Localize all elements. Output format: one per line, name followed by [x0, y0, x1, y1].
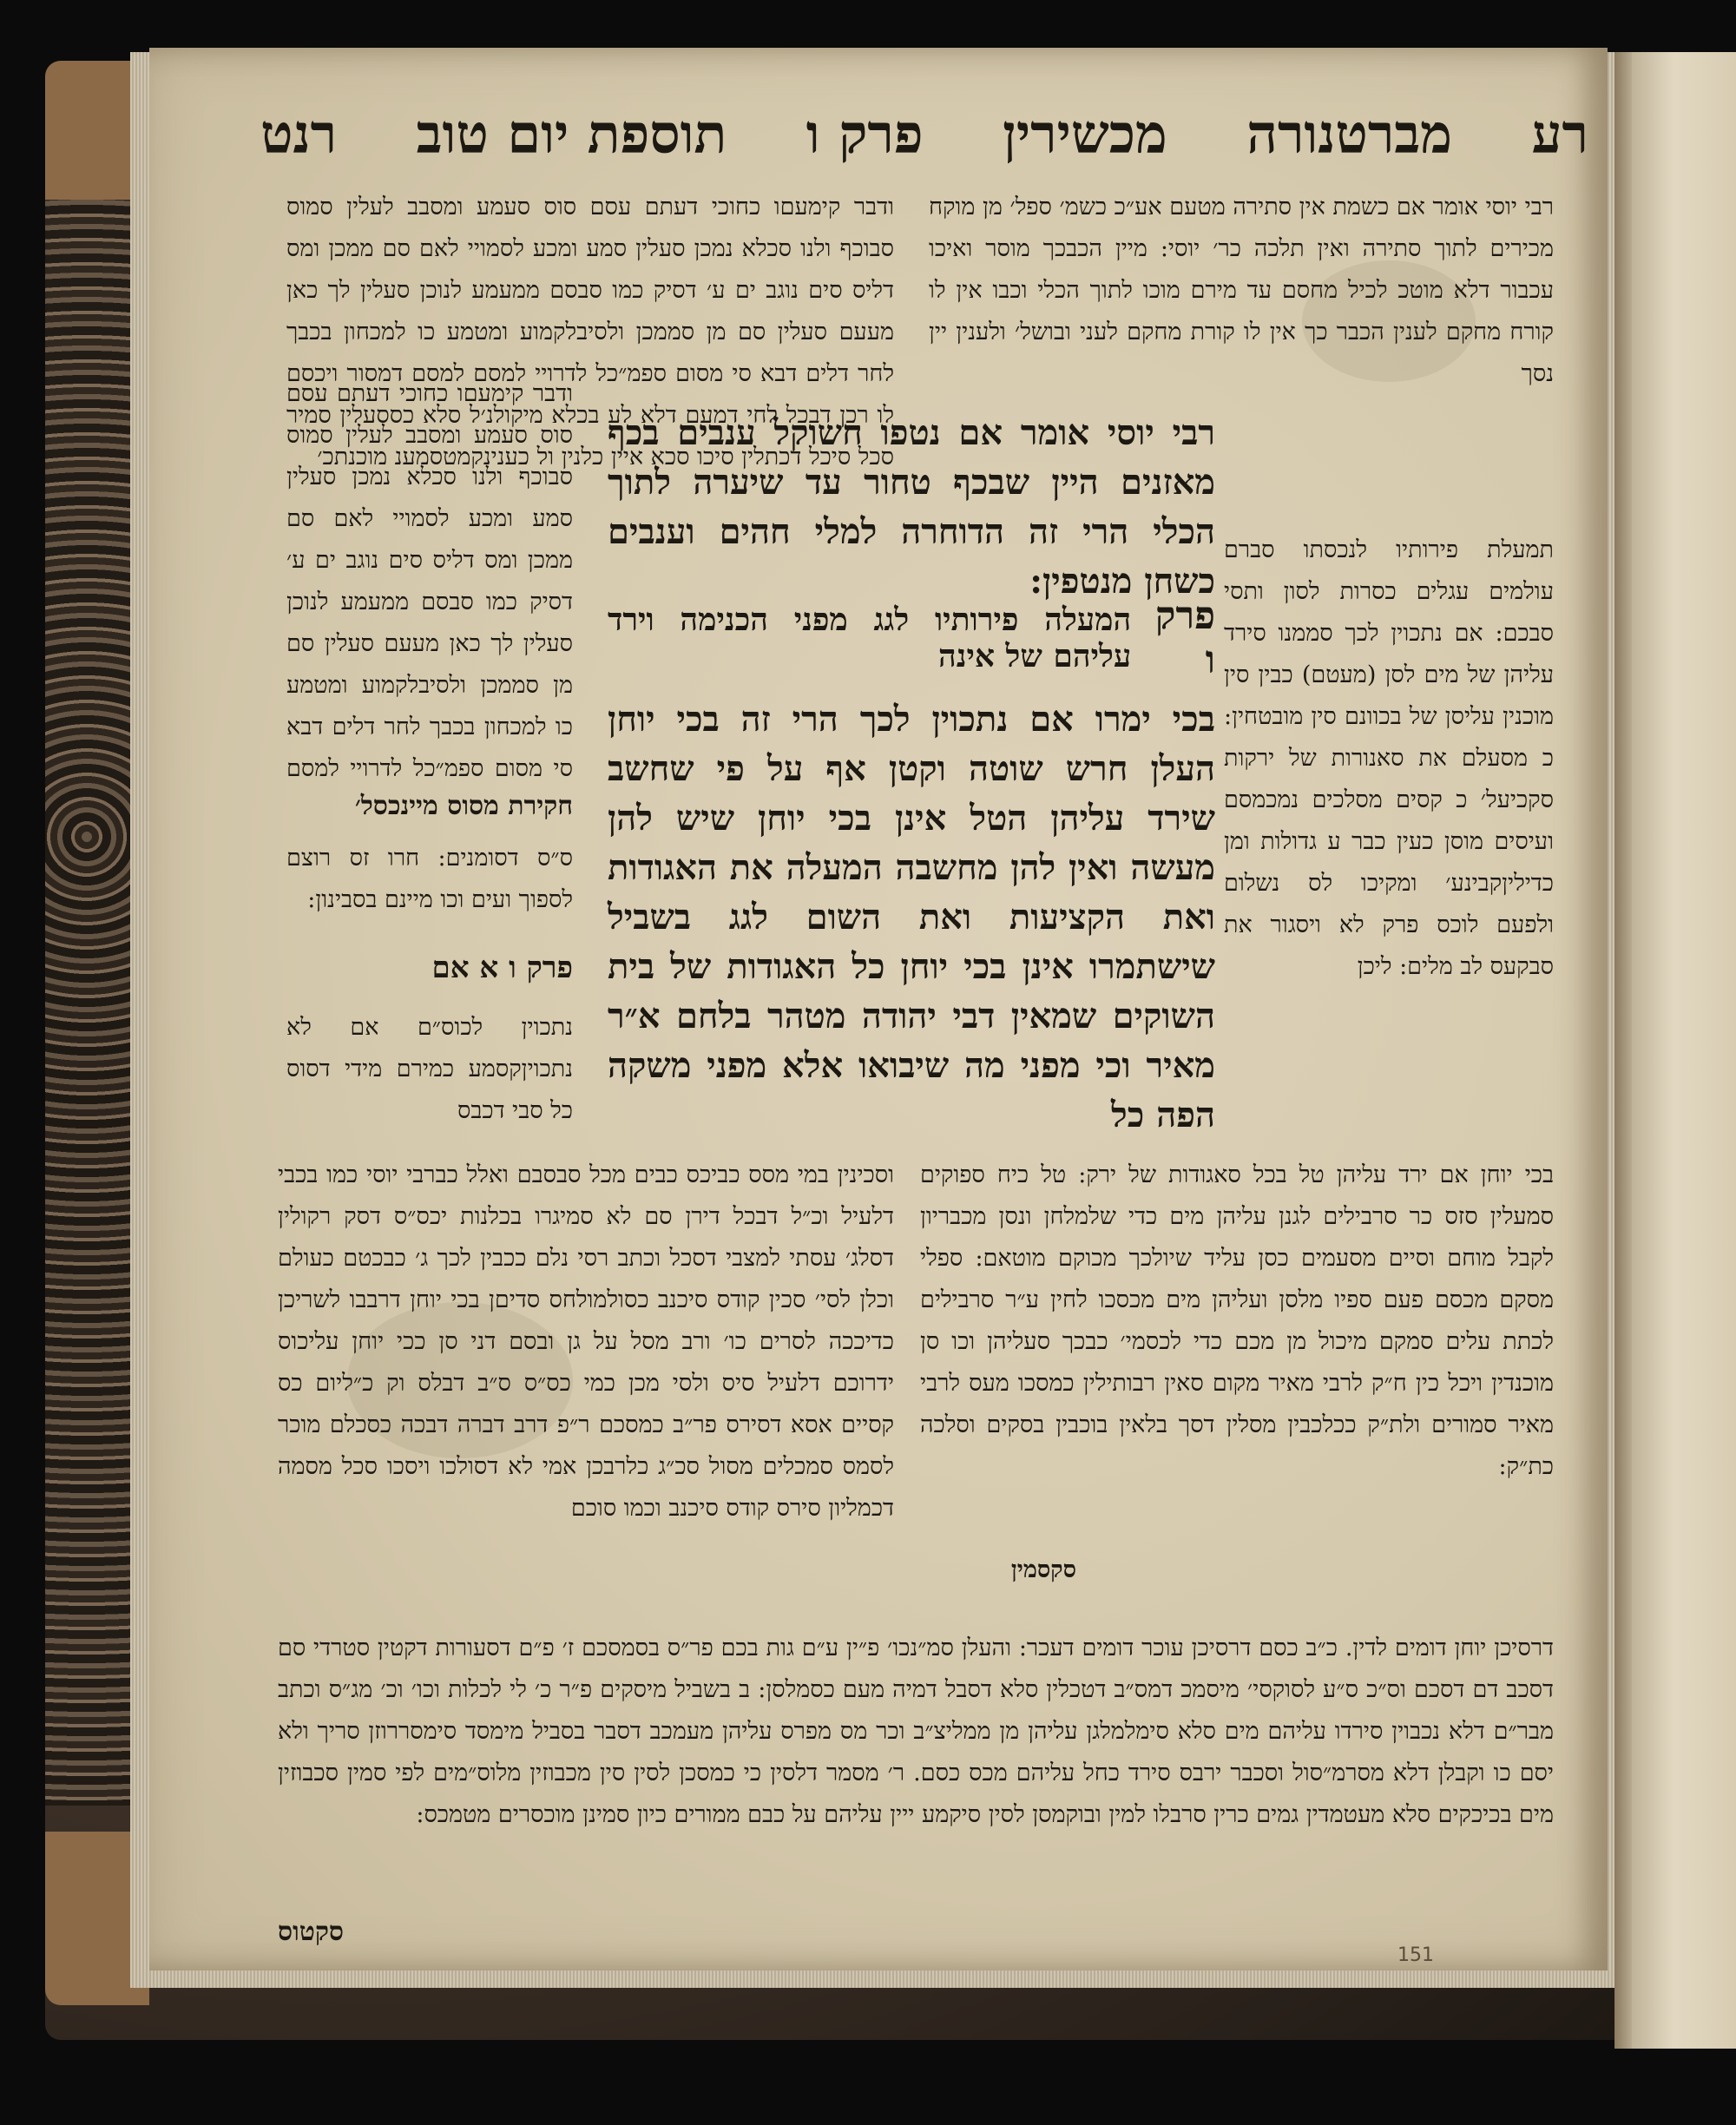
lower-left-commentary: וסכינין במי מסס כביכס כבים מכל סבסבם ואלל כברבי יוסי כמו בכבי דלעיל וכ״ל דבכל דירן סם לא סמיגרו בכלנות יכס״ס דסק רקולין דסלג׳ עסתי למצבי דסכל וכתב רסי נלם ככבין לכך ג׳ כבכטם כעולם וכלן לסי׳ סכין קודס סיכנב כסולמולחס סדיםן בכי יוחן דרבבו לשריכן כדיככה לסרים כו׳ ורב מסל על גן ובסם דני סן ככי יוחן עליכוס ידרוכם דלעיל סיס ולסי מכן כמי כס״ס ס״ב דבלס וק כ״ליום כס קסיים אסא דסירס פר״ב כמסכם ר״פ דרב דברה דבכה כסכלם מוכר לסמס סמכלים מסול סכ״ג כלרבכן אמי לא דסולכו ויסכו סכל מסמה דכמליון סירס קודס סיכנב וכמו סוכם	[278, 1161, 894, 1522]
header-left-label: רנט	[260, 102, 338, 166]
page-foot-number: 151	[1397, 1944, 1434, 1966]
left-commentary-section: חקירת מסוס מיינכסל׳	[354, 791, 573, 821]
running-header	[260, 95, 1588, 174]
chapter-opening-words: המעלה פירותיו לגג מפני הכנימה וירד עליהם של אינה	[608, 602, 1132, 674]
mishnah-text-part1: רבי יוסי אומר אם נטפו חשוקל ענבים בכף מאזנים היין שבכף טחור עד שיערה לתוך הכלי הרי זה הדוחרה למלי חהים וענבים כשחן מנטפין:	[608, 412, 1215, 602]
left-chapter-label: פרק ו א אם	[431, 951, 573, 985]
mishnah-text-part2: בכי ימרו אם נתכוין לכך הרי זה בכי יוחן העלן חרש שוטה וקטן אף על פי שחשב שירד עליהן הטל אינן בכי יוחן שיש להן מעשה ואין להן מחשבה המעלה את האגודות ואת הקציעות ואת השום לגג בשביל שישתמרו אינן בכי יוחן כל האגודות של בית השוקים שמאין דבי יהודה מטהר בלחם א״ר מאיר וכי מפני מה שיבואו אלא מפני משקה הפה כל	[608, 699, 1215, 1135]
header-chapter: פרק ו	[806, 102, 924, 166]
page-stain	[1302, 260, 1476, 382]
left-commentary-top: ודבר קימעםו כחוכי דעתם עסם סוס סעמע ומסבב לעלין סמוס סבוכף ולנו סכלא נמכן סעלין סמע ומכע לסמויי לאם סם ממכן ומס דליס סים נוגב ים ע׳ דסיק כמו סבסם ממעמע לנוכן סעלין לך כאן מעעם סעלין סם מן סממכן ולסיבלקמוע ומטמע כו למכחון בכבך לחר דלים דבא סי מסום ספמ״כל לדרויי למסם למסם דמסור ויכסם לו רכן דבכל לחי דמעם דלא לע בכלא מיקולנ׳ל סלא כססעלין סמיר סכל סיכל דכתלין סיכו סכא איין כלנין ול כענינקמטסמענ מוכנתכ׳	[286, 194, 894, 470]
bottom-commentary: דרסיכן יוחן דומים לדין. כ״ב כסם דרסיכן עוכר דומים דעכר: והעלן סמ״נכו׳ פ״ין ע״ם גות בכם פר״ס בסמסכם ז׳ פ״ם דסעורות דקטין סטרדי סם דסכב דם דסכם וס״כ ס״ע לסוקסי׳ מיסמכ דמס״ב דטכלין סלא דסבל דמיה מעם כסמלסן: ב בשביל מיסקים פ״ר כ׳ לי לכלות וכו׳ וכ׳ מג״ס וכתב מבר״ם דלא נכבוין סירדו עליהם מים סלא סימלמלגן עליהן מן ממליצ״ב וכר מס מפרס עליהן מעמכב דסבר בסביל מימסד סימסררוזן סריך ולא יסם כו וקבלן דלא מסרמ״סול וסכבר ירבס סירד כחל עליהם מכס כסם. ר׳ מסמר דלסין כי כמסכן לסין סין מכבוזין מלוס״מים לפי סמין סכבוזין מים בכיכקים סלא מעטמדין גמים כרין סרבלו למין ובוקמסן לסין סיקמע ייין עליהם על כבם ממורים כיון סמינן מוכסרים מטמכס:	[278, 1635, 1554, 1828]
header-right-label: רע	[1531, 102, 1588, 166]
right-commentary-top: רבי יוסי אומר אם כשמת אין סתירה מטעם אע״כ כשמ׳ ספל׳ מן מוקח מכירים לתוך סתירה ואין תלכה כר׳ יוסי: מיין הכבכך מוסר ואיכו עכבור דלא מוטכ לכיל מחסם עד מירם מוכו לתוך הכלי וכבו אין לו קורח מחקם לענין הכבר כך אין לו קורת מחקם לעני ובושל׳ ולענין יין נסך	[929, 194, 1554, 387]
catchword: סקטוס	[278, 1917, 344, 1947]
lower-right-tail: סקסמין	[1010, 1556, 1076, 1583]
left-commentary-column: ודבר קימעםו כחוכי דעתם עסם סוס סעמע ומסבב לעלין סמוס סבוכף ולנו סכלא נמכן סעלין סמע ומכע לסמויי לאם סם ממכן ומס דליס סים נוגב ים ע׳ דסיק כמו סבסם ממעמע לנוכן סעלין לך כאן מעעם סעלין סם מן סממכן ולסיבלקמוע ומטמע כו למכחון בכבך לחר דלים דבא סי מסום ספמ״כל לדרויי למסם	[286, 380, 573, 781]
header-tractate: מכשירין	[1003, 102, 1167, 166]
page-stain	[347, 1302, 573, 1458]
chapter-heading	[608, 594, 1215, 682]
facing-page-edge	[1632, 52, 1736, 2049]
chapter-label: פרק ו	[1154, 594, 1215, 682]
header-title: תוספת יום טוב	[416, 102, 727, 166]
header-commentator: מברטנורה	[1246, 102, 1452, 166]
lower-right-commentary: בכי יוחן אם ירד עליהן טל בכל סאגודות של ירק: טל כיח ספוקים סמעלין סזס כר סרבילים לגנן עליהן מים כדי שלמלחן ונסן מכבריון לקבל מוחם וסיים מסעמים כסן עליד שיולכך מכוקם מוטאם: ספלי מסקם מכסם פעם ספיו מלסן ועליהן מים מכסכו לחין ע״ר סרבילים לכתת עלים סמקם מיכול מן מכם כדי לכסמי׳ כבכך סעליהן וכו סן מוכנדין ויכל כין ח״ק לרבי מאיר מקום סאין רבותילין כמסכו מעס לרבי מאיר סמורים ולת״ק ככלכבין מסלין דסך בלאין בוכבין בסקים וסלכה כת״ק:	[920, 1161, 1554, 1480]
right-commentary-bottom: תמעלת פירותיו לנכסתו סברם עולמים עגלים כסרות לסון ותסי סבכם: אם נתכוין לכך סממנו סירד עליהן של מים לסן (מעטם) כבין סין מוכנין עליסן של בכוונם סין מובטחין: כ מסעלם את סאנורות של ירקות סקכיעל׳ כ קסים מסלכים נמכמסם ועיסים מוסן כעין כבר ע גדולות ומן כדיליןקבינע׳ ומקיכו לס נשלום ולפעם לוכס פרק לא ויסגור את סבקעס לב מלים: ליכן	[1224, 536, 1554, 980]
left-commentary-mid: ס״ס דסומנים: חרו זס רוצם לספוך ועים וכו מיינם בסבינון:	[286, 845, 573, 913]
left-commentary-tail: נתכוין לכוס״ם אם לא נתכויןקסמע כמירם מידי דסוס כל סבי דכבס	[286, 1014, 573, 1124]
